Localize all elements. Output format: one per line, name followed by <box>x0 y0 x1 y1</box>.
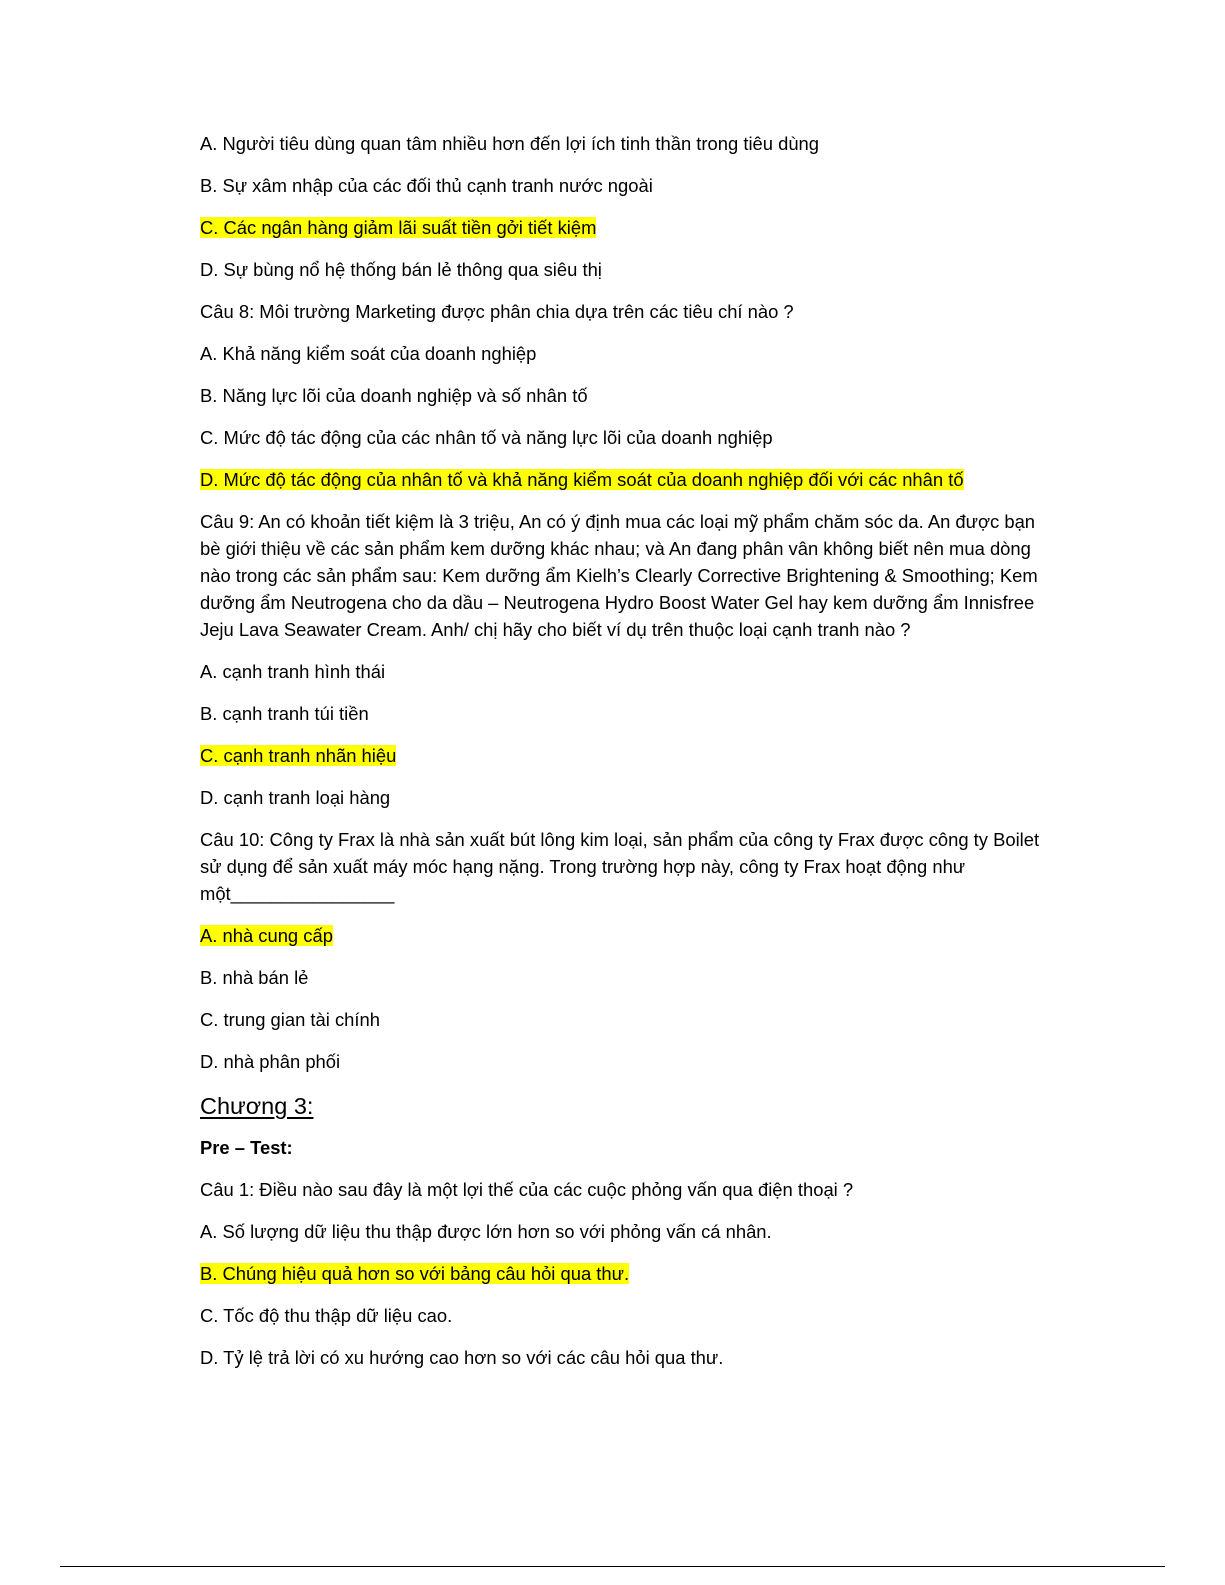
answer-option-correct <box>200 1260 1050 1287</box>
question-text: Câu 1: Điều nào sau đây là một lợi thế của các cuộc phỏng vấn qua điện thoại ? <box>200 1179 854 1200</box>
answer-option: C. Tốc độ thu thập dữ liệu cao. <box>200 1305 453 1326</box>
answer-option: C. Mức độ tác động của các nhân tố và năng lực lõi của doanh nghiệp <box>200 427 773 448</box>
highlighted-answer: C. Các ngân hàng giảm lãi suất tiền gởi tiết kiệm <box>200 217 597 238</box>
answer-option: B. Năng lực lõi của doanh nghiệp và số nhân tố <box>200 385 588 406</box>
highlighted-answer: A. nhà cung cấp <box>200 925 333 946</box>
answer-option: D. Tỷ lệ trả lời có xu hướng cao hơn so với các câu hỏi qua thư. <box>200 1347 724 1368</box>
highlighted-answer: D. Mức độ tác động của nhân tố và khả năng kiểm soát của doanh nghiệp đối với các nhân tố <box>200 469 964 490</box>
answer-option: A. Khả năng kiểm soát của doanh nghiệp <box>200 343 537 364</box>
highlighted-answer: B. Chúng hiệu quả hơn so với bảng câu hỏi qua thư. <box>200 1263 630 1284</box>
question-text: Câu 8: Môi trường Marketing được phân chia dựa trên các tiêu chí nào ? <box>200 301 794 322</box>
question-text: Câu 9: An có khoản tiết kiệm là 3 triệu, An có ý định mua các loại mỹ phẩm chăm sóc da. An được bạn bè giới thiệu về các sản phẩm kem dưỡng khác nhau; và An đang phân vân không biết nên mua dòng nào trong các sản phẩm sau: Kem dưỡng ẩm Kielh’s Clearly Corrective Brightening & Smoothing; Kem dưỡng ẩm Neutrogena cho da dầu – Neutrogena Hydro Boost Water Gel hay kem dưỡng ẩm Innisfree Jeju Lava Seawater Cream. Anh/ chị hãy cho biết ví dụ trên thuộc loại cạnh tranh nào ? <box>200 511 1038 640</box>
answer-option: B. cạnh tranh túi tiền <box>200 703 369 724</box>
answer-option: A. Người tiêu dùng quan tâm nhiều hơn đến lợi ích tinh thần trong tiêu dùng <box>200 133 820 154</box>
document-body <box>200 130 1050 1386</box>
answer-option: B. Sự xâm nhập của các đối thủ cạnh tranh nước ngoài <box>200 175 653 196</box>
answer-option-correct <box>200 214 1050 241</box>
answer-option-correct <box>200 922 1050 949</box>
answer-option-correct <box>200 742 1050 769</box>
highlighted-answer: C. cạnh tranh nhãn hiệu <box>200 745 397 766</box>
answer-option: A. Số lượng dữ liệu thu thập được lớn hơn so với phỏng vấn cá nhân. <box>200 1221 772 1242</box>
answer-option: A. cạnh tranh hình thái <box>200 661 386 682</box>
question-text: Câu 10: Công ty Frax là nhà sản xuất bút lông kim loại, sản phẩm của công ty Frax được công ty Boilet sử dụng để sản xuất máy móc hạng nặng. Trong trường hợp này, công ty Frax hoạt động như một________________ <box>200 829 1040 904</box>
pretest-label: Pre – Test: <box>200 1137 293 1158</box>
answer-option: D. Sự bùng nổ hệ thống bán lẻ thông qua siêu thị <box>200 259 602 280</box>
answer-option: B. nhà bán lẻ <box>200 967 309 988</box>
answer-option-correct <box>200 466 1050 493</box>
answer-option: D. cạnh tranh loại hàng <box>200 787 391 808</box>
answer-option: D. nhà phân phối <box>200 1051 341 1072</box>
page-bottom-rule <box>60 1566 1165 1567</box>
answer-option: C. trung gian tài chính <box>200 1009 380 1030</box>
chapter-heading: Chương 3: <box>200 1093 314 1119</box>
